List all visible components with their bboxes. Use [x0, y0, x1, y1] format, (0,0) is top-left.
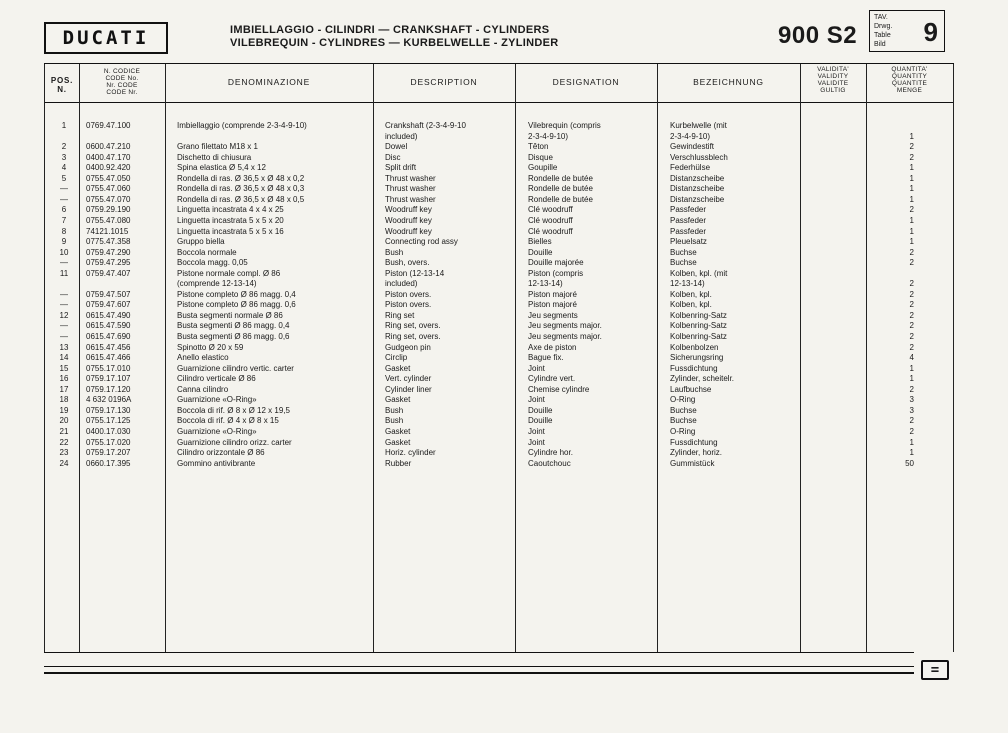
row-designation: 12-13-14) — [528, 279, 563, 289]
table-row — [0, 343, 1008, 354]
row-designation: Joint — [528, 426, 545, 436]
table-row — [0, 290, 1008, 301]
row-position: 12 — [59, 310, 69, 320]
row-quantity: 1 — [909, 215, 914, 225]
row-denominazione: Dischetto di chiusura — [177, 152, 252, 162]
row-quantity: 1 — [909, 184, 914, 194]
row-position: 9 — [61, 237, 67, 247]
row-designation: Goupille — [528, 163, 558, 173]
row-position: 6 — [61, 205, 67, 215]
row-designation: Rondelle de butée — [528, 184, 593, 194]
row-description: Crankshaft (2-3-4-9-10 — [385, 121, 466, 130]
row-part-code: 0615.47.690 — [86, 332, 131, 341]
header-code-line: Nr. CODE — [106, 82, 138, 89]
row-position: — — [60, 332, 68, 341]
row-quantity: 1 — [909, 237, 914, 247]
row-quantity: 1 — [909, 363, 914, 373]
row-description: Bush, overs. — [385, 258, 430, 268]
row-part-code: 4 632 0196A — [86, 395, 132, 405]
row-position: — — [60, 194, 68, 204]
table-row — [0, 332, 1008, 343]
row-position: 2 — [61, 142, 67, 152]
bild-label: Bild — [874, 41, 886, 48]
row-quantity: 2 — [909, 332, 914, 341]
table-row — [0, 163, 1008, 174]
row-bezeichnung: Kolbenring-Satz — [670, 332, 727, 341]
row-designation: Douille — [528, 416, 553, 426]
header-description: DESCRIPTION — [410, 77, 478, 87]
row-bezeichnung: Gummistück — [670, 458, 715, 468]
row-designation: Cylindre hor. — [528, 448, 573, 458]
table-number: 9 — [923, 17, 938, 47]
row-part-code: 0755.47.050 — [86, 173, 131, 183]
row-bezeichnung: Verschlussblech — [670, 152, 728, 162]
row-quantity: 1 — [909, 374, 914, 384]
table-labels — [874, 13, 892, 49]
page-title — [230, 24, 559, 50]
row-bezeichnung: Kurbelwelle (mit — [670, 121, 727, 130]
row-quantity: 1 — [909, 163, 914, 173]
model-name: 900 S2 — [778, 22, 858, 49]
row-description: included) — [385, 279, 418, 289]
row-description: Bush — [385, 247, 404, 257]
row-quantity: 2 — [909, 258, 914, 268]
row-denominazione: Busta segmenti normale Ø 86 — [177, 310, 283, 320]
table-row — [0, 416, 1008, 427]
row-description: Connecting rod assy — [385, 237, 458, 247]
row-quantity: 2 — [909, 426, 914, 436]
row-description: Piston (12-13-14 — [385, 268, 445, 278]
row-description: included) — [385, 131, 418, 141]
table-row — [0, 395, 1008, 406]
row-bezeichnung: Kolben, kpl. — [670, 289, 712, 299]
table-row — [0, 353, 1008, 364]
row-part-code: 0615.47.466 — [86, 353, 131, 363]
table-row — [0, 227, 1008, 238]
row-bezeichnung: Fussdichtung — [670, 437, 718, 447]
row-bezeichnung: Passfeder — [670, 226, 707, 236]
table-row — [0, 121, 1008, 132]
row-position: 5 — [61, 173, 67, 183]
footer-rule-2 — [44, 666, 914, 667]
row-part-code: 0615.47.456 — [86, 342, 131, 352]
row-position: — — [60, 300, 68, 310]
row-part-code: 0759.47.507 — [86, 289, 131, 299]
row-designation: Joint — [528, 363, 545, 373]
row-description: Split drift — [385, 163, 417, 173]
row-part-code: 0759.17.120 — [86, 384, 131, 394]
row-quantity: 2 — [909, 342, 914, 352]
table-row — [0, 321, 1008, 332]
row-denominazione: Pistone completo Ø 86 magg. 0,6 — [177, 300, 296, 310]
row-denominazione: Linguetta incastrata 4 x 4 x 25 — [177, 205, 284, 215]
row-quantity: 1 — [909, 448, 914, 458]
row-denominazione: Pistone completo Ø 86 magg. 0,4 — [177, 289, 296, 299]
row-position: — — [60, 289, 68, 299]
row-denominazione: Gruppo biella — [177, 237, 225, 247]
row-designation: Clé woodruff — [528, 215, 573, 225]
row-denominazione: (comprende 12-13-14) — [177, 279, 257, 289]
row-quantity: 2 — [909, 310, 914, 320]
header-code — [82, 68, 162, 96]
row-position: 3 — [61, 152, 67, 162]
table-row — [0, 184, 1008, 195]
header-validita-line: VALIDITY — [817, 73, 849, 80]
row-bezeichnung: Buchse — [670, 416, 697, 426]
row-designation: Piston majoré — [528, 289, 577, 299]
tav-label: TAV. — [874, 14, 888, 21]
row-part-code: 0755.17.125 — [86, 416, 131, 426]
row-position: 21 — [59, 426, 69, 436]
header-pos — [48, 76, 76, 94]
row-designation: Joint — [528, 395, 545, 405]
row-bezeichnung: Kolben, kpl. — [670, 300, 712, 310]
row-bezeichnung: Kolbenbolzen — [670, 342, 719, 352]
row-designation: Chemise cylindre — [528, 384, 590, 394]
row-description: Bush — [385, 405, 404, 415]
row-denominazione: Guarnizione cilindro orizz. carter — [177, 437, 292, 447]
table-row — [0, 142, 1008, 153]
row-part-code: 0615.47.490 — [86, 310, 131, 320]
row-part-code: 0759.47.295 — [86, 258, 131, 268]
row-denominazione: Anello elastico — [177, 353, 229, 363]
row-bezeichnung: Federhülse — [670, 163, 711, 173]
header-validita — [801, 66, 865, 94]
row-description: Ring set — [385, 310, 415, 320]
row-description: Piston overs. — [385, 300, 432, 310]
row-denominazione: Boccola normale — [177, 247, 237, 257]
table-number-box — [869, 10, 945, 52]
table-row — [0, 385, 1008, 396]
row-description: Piston overs. — [385, 289, 432, 299]
row-designation: 2-3-4-9-10) — [528, 131, 569, 141]
row-part-code: 0400.17.030 — [86, 426, 131, 436]
row-quantity: 2 — [909, 300, 914, 310]
row-description: Horiz. cylinder — [385, 448, 436, 458]
row-description: Gasket — [385, 363, 411, 373]
row-designation: Jeu segments major. — [528, 321, 602, 331]
row-bezeichnung: Kolbenring-Satz — [670, 321, 727, 331]
row-denominazione: Gommino antivibrante — [177, 458, 256, 468]
row-denominazione: Boccola di rif. Ø 8 x Ø 12 x 19,5 — [177, 405, 290, 415]
title-line-2: VILEBREQUIN - CYLINDRES — KURBELWELLE - ZYLINDER — [230, 37, 559, 49]
row-position: 18 — [59, 395, 69, 405]
row-quantity: 2 — [909, 205, 914, 215]
table-row — [0, 248, 1008, 259]
header-designation: DESIGNATION — [552, 77, 620, 87]
header-validita-line: GULTIG — [820, 87, 846, 94]
row-position: 24 — [59, 458, 69, 468]
row-designation: Douille majorée — [528, 258, 584, 268]
row-position: 13 — [59, 342, 69, 352]
row-bezeichnung: Zylinder, scheitelr. — [670, 374, 735, 384]
row-denominazione: Guarnizione «O-Ring» — [177, 395, 257, 405]
row-part-code: 0400.47.170 — [86, 152, 131, 162]
row-description: Woodruff key — [385, 215, 432, 225]
row-denominazione: Busta segmenti Ø 86 magg. 0,4 — [177, 321, 290, 331]
row-position: 11 — [59, 268, 69, 278]
header-quantita-line: MENGE — [896, 87, 923, 94]
row-description: Thrust washer — [385, 173, 436, 183]
row-designation: Bague fix. — [528, 353, 564, 363]
header-top-rule — [44, 63, 954, 64]
header-quantita-line: QUANTITE — [891, 80, 928, 87]
row-designation: Joint — [528, 437, 545, 447]
row-description: Gasket — [385, 395, 411, 405]
row-part-code: 0400.92.420 — [86, 163, 131, 173]
row-designation: Jeu segments — [528, 310, 578, 320]
row-designation: Cylindre vert. — [528, 374, 576, 384]
row-description: Ring set, overs. — [385, 321, 441, 331]
header-bottom-rule — [44, 102, 954, 103]
row-description: Bush — [385, 416, 404, 426]
drwg-label: Drwg. — [874, 23, 893, 30]
header-quantita-line: QUANTITA' — [891, 66, 928, 73]
row-position: 16 — [59, 374, 69, 384]
row-designation: Bielles — [528, 237, 552, 247]
row-quantity: 3 — [909, 395, 914, 405]
row-quantity: 3 — [909, 405, 914, 415]
header-denominazione: DENOMINAZIONE — [227, 77, 311, 87]
row-description: Woodruff key — [385, 205, 432, 215]
row-part-code: 0759.29.190 — [86, 205, 131, 215]
row-quantity: 50 — [905, 458, 914, 468]
table-row — [0, 374, 1008, 385]
row-denominazione: Spinotto Ø 20 x 59 — [177, 342, 244, 352]
row-part-code: 0755.17.010 — [86, 363, 131, 373]
row-position: 4 — [61, 163, 67, 173]
header-pos-line: POS. — [50, 76, 74, 85]
row-denominazione: Guarnizione cilindro vertic. carter — [177, 363, 294, 373]
row-position: 19 — [59, 405, 69, 415]
row-bezeichnung: Zylinder, horiz. — [670, 448, 723, 458]
row-designation: Têton — [528, 142, 549, 152]
row-part-code: 74121.1015 — [86, 226, 129, 236]
header-code-line: CODE No. — [105, 75, 139, 82]
row-designation: Rondelle de butée — [528, 194, 593, 204]
row-bezeichnung: Kolbenring-Satz — [670, 310, 727, 320]
row-part-code: 0775.47.358 — [86, 237, 131, 247]
row-position: 1 — [61, 121, 67, 130]
row-bezeichnung: Distanzscheibe — [670, 194, 725, 204]
table-row — [0, 216, 1008, 227]
row-description: Ring set, overs. — [385, 332, 441, 341]
row-bezeichnung: Laufbuchse — [670, 384, 712, 394]
row-description: Gasket — [385, 426, 411, 436]
row-description: Circlip — [385, 353, 408, 363]
row-denominazione: Pistone normale compl. Ø 86 — [177, 268, 281, 278]
title-line-1: IMBIELLAGGIO - CILINDRI — CRANKSHAFT - CYLINDERS — [230, 24, 550, 36]
table-row — [0, 300, 1008, 311]
row-bezeichnung: Sicherungsring — [670, 353, 724, 363]
table-row — [0, 311, 1008, 322]
row-designation: Axe de piston — [528, 342, 577, 352]
row-position: 14 — [59, 353, 69, 363]
row-bezeichnung: Buchse — [670, 258, 697, 268]
row-part-code: 0759.17.130 — [86, 405, 131, 415]
row-position: — — [60, 321, 68, 331]
row-denominazione: Linguetta incastrata 5 x 5 x 16 — [177, 226, 284, 236]
row-quantity: 1 — [909, 226, 914, 236]
footer-rule-1 — [44, 652, 914, 653]
row-bezeichnung: Distanzscheibe — [670, 173, 725, 183]
row-designation: Jeu segments major. — [528, 332, 602, 341]
footer-rule-3 — [44, 672, 914, 674]
row-bezeichnung: Passfeder — [670, 205, 707, 215]
row-part-code: 0600.47.210 — [86, 142, 131, 152]
row-description: Woodruff key — [385, 226, 432, 236]
end-of-table-icon: = — [921, 660, 949, 680]
row-position: 22 — [59, 437, 69, 447]
table-row — [0, 132, 1008, 143]
row-quantity: 2 — [909, 142, 914, 152]
table-label: Table — [874, 32, 891, 39]
row-position: 10 — [59, 247, 69, 257]
row-part-code: 0759.47.607 — [86, 300, 131, 310]
row-designation: Disque — [528, 152, 553, 162]
row-quantity: 1 — [909, 194, 914, 204]
row-description: Thrust washer — [385, 194, 436, 204]
row-description: Rubber — [385, 458, 412, 468]
row-denominazione: Busta segmenti Ø 86 magg. 0,6 — [177, 332, 290, 341]
row-description: Dowel — [385, 142, 408, 152]
table-row — [0, 174, 1008, 185]
row-bezeichnung: Distanzscheibe — [670, 184, 725, 194]
row-part-code: 0759.47.407 — [86, 268, 131, 278]
row-description: Cylinder liner — [385, 384, 432, 394]
row-position: 17 — [59, 384, 69, 394]
row-quantity: 2 — [909, 152, 914, 162]
row-bezeichnung: Fussdichtung — [670, 363, 718, 373]
row-part-code: 0755.47.080 — [86, 215, 131, 225]
row-denominazione: Spina elastica Ø 5,4 x 12 — [177, 163, 266, 173]
row-designation: Douille — [528, 247, 553, 257]
row-position: 15 — [59, 363, 69, 373]
row-denominazione: Boccola di rif. Ø 4 x Ø 8 x 15 — [177, 416, 279, 426]
row-bezeichnung: Kolben, kpl. (mit — [670, 268, 728, 278]
row-quantity: 4 — [909, 353, 914, 363]
row-designation: Caoutchouc — [528, 458, 571, 468]
row-quantity: 1 — [909, 437, 914, 447]
header-code-line: N. CODICE — [103, 68, 141, 75]
table-row — [0, 269, 1008, 280]
row-denominazione: Rondella di ras. Ø 36,5 x Ø 48 x 0,3 — [177, 184, 305, 194]
row-part-code: 0759.17.207 — [86, 448, 131, 458]
row-designation: Piston (compris — [528, 268, 584, 278]
row-part-code: 0755.47.070 — [86, 194, 131, 204]
row-description: Gasket — [385, 437, 411, 447]
table-row — [0, 438, 1008, 449]
row-bezeichnung: Gewindestift — [670, 142, 715, 152]
table-row — [0, 237, 1008, 248]
row-denominazione: Cilindro orizzontale Ø 86 — [177, 448, 265, 458]
row-denominazione: Imbiellaggio (comprende 2-3-4-9-10) — [177, 121, 307, 130]
row-denominazione: Rondella di ras. Ø 36,5 x Ø 48 x 0,2 — [177, 173, 305, 183]
table-row — [0, 205, 1008, 216]
table-row — [0, 459, 1008, 470]
row-denominazione: Guarnizione «O-Ring» — [177, 426, 257, 436]
row-quantity: 2 — [909, 321, 914, 331]
row-designation: Rondelle de butée — [528, 173, 593, 183]
row-bezeichnung: Buchse — [670, 247, 697, 257]
header-pos-line: N. — [57, 85, 67, 94]
row-position: 23 — [59, 448, 69, 458]
row-description: Disc — [385, 152, 401, 162]
row-bezeichnung: 2-3-4-9-10) — [670, 131, 711, 141]
table-row — [0, 279, 1008, 290]
row-position: — — [60, 184, 68, 194]
row-quantity: 2 — [909, 289, 914, 299]
row-part-code: 0755.17.020 — [86, 437, 131, 447]
header-code-line: CODE Nr. — [106, 89, 138, 96]
row-denominazione: Rondella di ras. Ø 36,5 x Ø 48 x 0,5 — [177, 194, 305, 204]
row-denominazione: Grano filettato M18 x 1 — [177, 142, 258, 152]
row-quantity: 2 — [909, 279, 914, 289]
row-quantity: 2 — [909, 384, 914, 394]
header-validita-line: VALIDITA' — [817, 66, 849, 73]
row-position: 20 — [59, 416, 69, 426]
table-row — [0, 427, 1008, 438]
row-designation: Piston majoré — [528, 300, 577, 310]
row-description: Vert. cylinder — [385, 374, 432, 384]
row-part-code: 0615.47.590 — [86, 321, 131, 331]
row-quantity: 2 — [909, 416, 914, 426]
row-position: — — [60, 258, 68, 268]
row-designation: Vilebrequin (compris — [528, 121, 601, 130]
row-description: Thrust washer — [385, 184, 436, 194]
row-position: 8 — [61, 226, 67, 236]
table-row — [0, 364, 1008, 375]
row-denominazione: Cilindro verticale Ø 86 — [177, 374, 256, 384]
table-row — [0, 448, 1008, 459]
row-part-code: 0769.47.100 — [86, 121, 131, 130]
row-quantity: 2 — [909, 247, 914, 257]
row-bezeichnung: Buchse — [670, 405, 697, 415]
table-row — [0, 153, 1008, 164]
row-part-code: 0759.47.290 — [86, 247, 131, 257]
row-designation: Douille — [528, 405, 553, 415]
header-bezeichnung: BEZEICHNUNG — [693, 77, 764, 87]
table-row — [0, 406, 1008, 417]
header-quantita — [867, 66, 952, 94]
row-bezeichnung: 12-13-14) — [670, 279, 705, 289]
row-designation: Clé woodruff — [528, 205, 573, 215]
row-part-code: 0755.47.060 — [86, 184, 131, 194]
ducati-logo — [44, 22, 168, 54]
row-denominazione: Canna cilindro — [177, 384, 229, 394]
table-row — [0, 258, 1008, 269]
row-bezeichnung: Passfeder — [670, 215, 707, 225]
row-designation: Clé woodruff — [528, 226, 573, 236]
row-bezeichnung: Pleuelsatz — [670, 237, 707, 247]
header-quantita-line: QUANTITY — [891, 73, 928, 80]
row-part-code: 0759.17.107 — [86, 374, 131, 384]
header-validita-line: VALIDITE — [817, 80, 849, 87]
row-description: Gudgeon pin — [385, 342, 431, 352]
row-position: 7 — [61, 215, 67, 225]
row-bezeichnung: O-Ring — [670, 426, 696, 436]
row-quantity: 1 — [909, 131, 914, 141]
table-row — [0, 195, 1008, 206]
row-denominazione: Boccola magg. 0,05 — [177, 258, 248, 268]
row-quantity: 1 — [909, 173, 914, 183]
row-part-code: 0660.17.395 — [86, 458, 131, 468]
row-denominazione: Linguetta incastrata 5 x 5 x 20 — [177, 215, 284, 225]
row-bezeichnung: O-Ring — [670, 395, 696, 405]
logo-text: DUCATI — [62, 27, 150, 49]
